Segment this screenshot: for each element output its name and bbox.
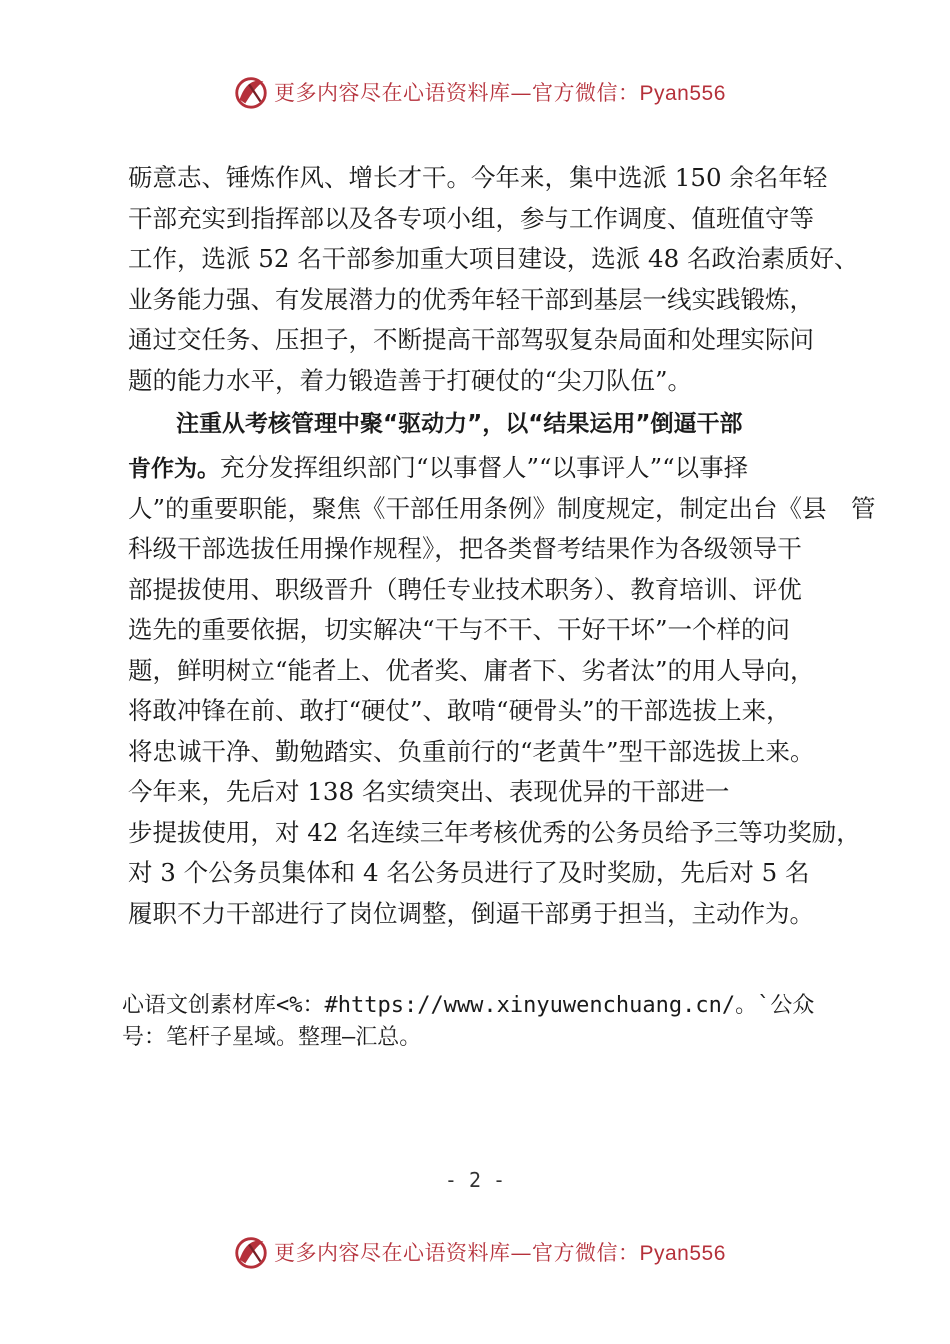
text-line: 部提拔使用、职级晋升（聘任专业技术职务）、教育培训、评优 (128, 574, 802, 604)
source-note-line: 号：笔杆子星域。整理—汇总。 (122, 1025, 422, 1050)
banner-text (274, 77, 726, 107)
text-line: 履职不力干部进行了岗位调整，倒逼干部勇于担当，主动作为。 (128, 898, 814, 928)
banner-separator: — (510, 1241, 532, 1265)
banner-separator: — (510, 81, 532, 105)
heading-continuation: 肯作为。 (128, 456, 220, 482)
banner-wechat-label: 官方微信： (532, 1241, 640, 1265)
text-line: 通过交任务、压担子，不断提高干部驾驭复杂局面和处理实际问 (128, 325, 814, 354)
banner-wechat-label: 官方微信： (532, 81, 640, 105)
text-line: 今年来，先后对 138 名实绩突出、表现优异的干部进一 (128, 777, 730, 806)
text-line: 将忠诚干净、勤勉踏实、负重前行的“老黄牛”型干部选拔上来。 (128, 736, 815, 766)
text-line (128, 448, 828, 489)
footer-banner (232, 1232, 752, 1272)
banner-main: 更多内容尽在心语资料库 (274, 1241, 511, 1265)
text-line: 对 3 个公务员集体和 4 名公务员进行了及时奖励，先后对 5 名 (128, 858, 810, 887)
text-line: 业务能力强、有发展潜力的优秀年轻干部到基层一线实践锻炼， (128, 284, 814, 314)
paragraph-1 (128, 158, 859, 401)
text-line: 将敢冲锋在前、敢打“硬仗”、敢啃“硬骨头”的干部选拔上来， (128, 696, 791, 725)
calligraphy-brush-logo-icon (232, 1233, 270, 1271)
text-line: 题，鲜明树立“能者上、优者奖、庸者下、劣者汰”的用人导向， (128, 655, 815, 685)
section-heading-line: 注重从考核管理中聚“驱动力”，以“结果运用”倒逼干部 (176, 411, 743, 437)
text-line: 步提拔使用，对 42 名连续三年考核优秀的公务员给予三等功奖励， (128, 817, 861, 847)
paragraph-2-first-line: 充分发挥组织部门“以事督人”“以事评人”“以事择 (220, 453, 749, 482)
source-note (122, 990, 842, 1054)
text-line: 人”的重要职能，聚焦《干部任用条例》制度规定，制定出台《县 管 (128, 493, 876, 523)
source-note-line: 心语文创素材库<%：#https://www.xinyuwenchuang.cn/。`公众 (122, 993, 815, 1018)
paragraph-2 (128, 448, 876, 934)
text-line: 科级干部选拔任用操作规程》，把各类督考结果作为各级领导干 (128, 534, 802, 563)
section-heading (128, 404, 828, 444)
page-number: - 2 - (444, 1168, 506, 1192)
text-line: 选先的重要依据，切实解决“干与不干、干好干坏”一个样的问 (128, 615, 791, 644)
calligraphy-brush-logo-icon (232, 73, 270, 111)
banner-wechat-id: Pyan556 (639, 82, 726, 105)
text-line: 题的能力水平，着力锻造善于打硬仗的“尖刀队伍”。 (128, 365, 693, 395)
banner-text (274, 1237, 726, 1267)
text-line: 干部充实到指挥部以及各专项小组，参与工作调度、值班值守等 (128, 203, 814, 233)
banner-main: 更多内容尽在心语资料库 (274, 81, 511, 105)
banner-wechat-id: Pyan556 (639, 1242, 726, 1265)
text-line: 工作，选派 52 名干部参加重大项目建设，选派 48 名政治素质好、 (128, 244, 859, 273)
header-banner (232, 72, 752, 112)
text-line: 砺意志、锤炼作风、增长才干。今年来，集中选派 150 余名年轻 (128, 163, 828, 192)
